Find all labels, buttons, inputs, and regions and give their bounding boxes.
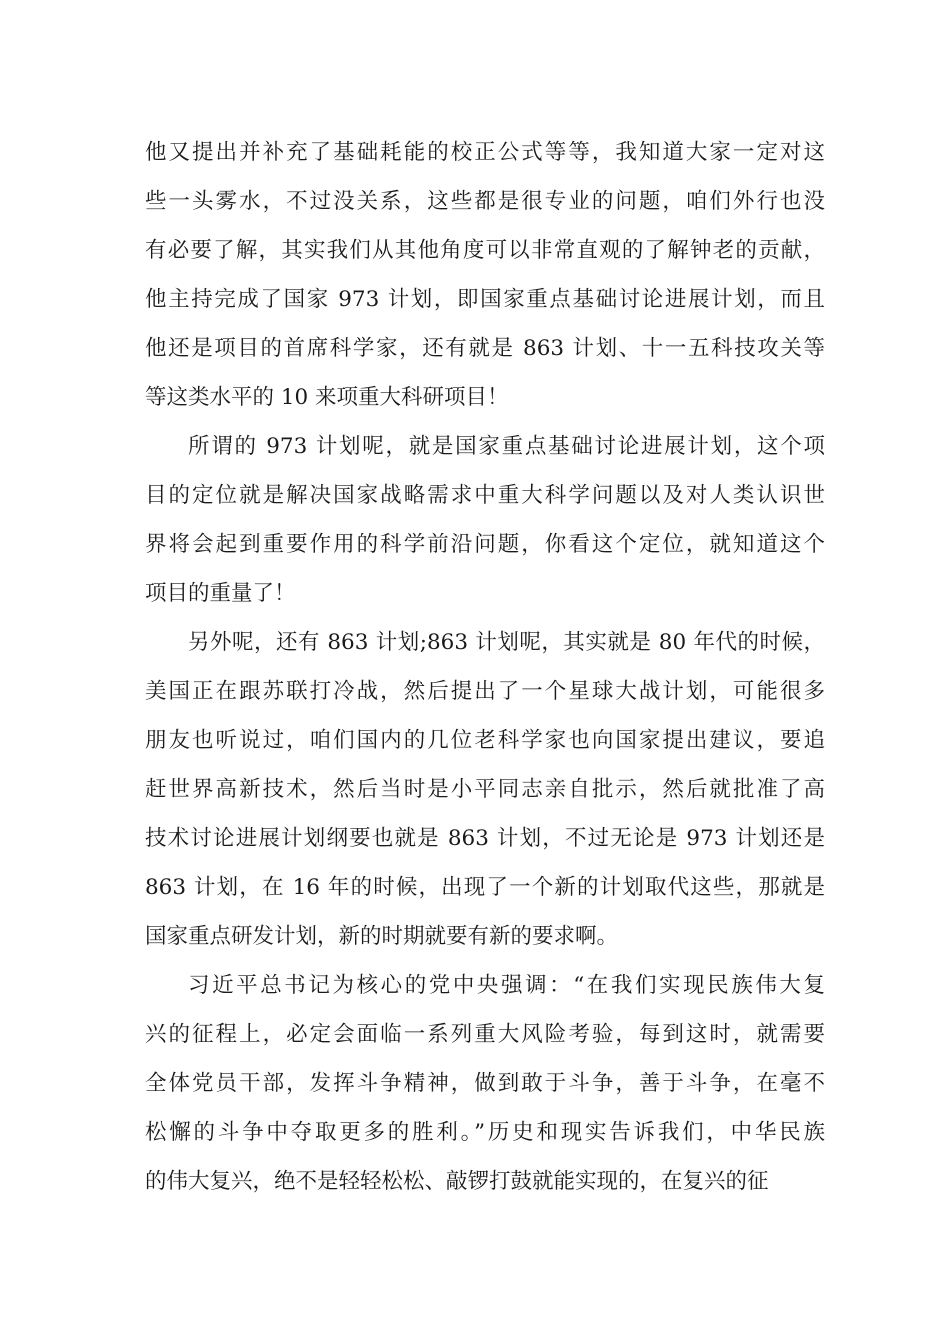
text-line: 国家重点研发计划，新的时期就要有新的要求啊。: [145, 924, 619, 949]
paragraph: [145, 618, 825, 961]
text-line: 863 计划，在 16 年的时候，出现了一个新的计划取代这些，那就是: [145, 875, 825, 900]
text-line: 目的定位就是解决国家战略需求中重大科学问题以及对人类认识世: [145, 483, 825, 508]
text-line: 全体党员干部，发挥斗争精神，做到敢于斗争，善于斗争，在毫不: [145, 1071, 825, 1096]
text-line: 等这类水平的 10 来项重大科研项目！: [145, 385, 509, 410]
text-line: 另外呢，还有 863 计划;863 计划呢，其实就是 80 年代的时候，: [188, 630, 825, 655]
text-line: 有必要了解，其实我们从其他角度可以非常直观的了解钟老的贡献，: [145, 238, 825, 263]
text-line: 他又提出并补充了基础耗能的校正公式等等，我知道大家一定对这: [145, 140, 825, 165]
text-line: 的伟大复兴，绝不是轻轻松松、敲锣打鼓就能实现的，在复兴的征: [145, 1169, 769, 1194]
text-line: 赶世界高新技术，然后当时是小平同志亲自批示，然后就批准了高: [145, 777, 825, 802]
text-line: 些一头雾水，不过没关系，这些都是很专业的问题，咱们外行也没: [145, 189, 825, 214]
paragraph: [145, 422, 825, 618]
text-line: 界将会起到重要作用的科学前沿问题，你看这个定位，就知道这个: [145, 532, 825, 557]
text-line: 所谓的 973 计划呢，就是国家重点基础讨论进展计划，这个项: [188, 434, 825, 459]
text-line: 他主持完成了国家 973 计划，即国家重点基础讨论进展计划，而且: [145, 287, 825, 312]
text-line: 习近平总书记为核心的党中央强调：“在我们实现民族伟大复: [188, 973, 825, 998]
text-line: 他还是项目的首席科学家，还有就是 863 计划、十一五科技攻关等: [145, 336, 825, 361]
text-line: 朋友也听说过，咱们国内的几位老科学家也向国家提出建议，要追: [145, 728, 825, 753]
document-body: [145, 128, 825, 1206]
text-line: 松懈的斗争中夺取更多的胜利。”历史和现实告诉我们，中华民族: [145, 1120, 825, 1145]
text-line: 兴的征程上，必定会面临一系列重大风险考验，每到这时，就需要: [145, 1022, 825, 1047]
paragraph: [145, 961, 825, 1206]
text-line: 美国正在跟苏联打冷战，然后提出了一个星球大战计划，可能很多: [145, 679, 825, 704]
text-line: 技术讨论进展计划纲要也就是 863 计划，不过无论是 973 计划还是: [145, 826, 825, 851]
text-line: 项目的重量了！: [145, 581, 296, 606]
paragraph: [145, 128, 825, 422]
